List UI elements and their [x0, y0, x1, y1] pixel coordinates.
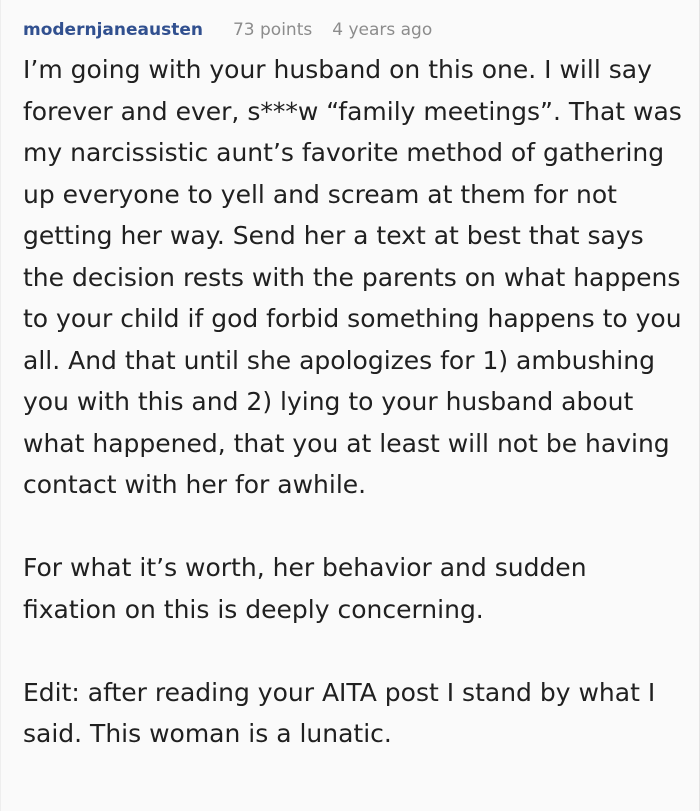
comment-body — [23, 49, 683, 755]
comment-paragraph: I’m going with your husband on this one. I will say forever and ever, s***w “family meetings”. That was my narcissistic aunt’s favorite method of gathering up everyone to yell and scream at them for not getting her way. Send her a text at best that says the decision rests with the parents on what happens to your child if god forbid something happens to you all. And that until she apologizes for 1) ambushing you with this and 2) lying to your husband about what happened, that you at least will not be having contact with her for awhile. — [23, 55, 682, 499]
comment-paragraph: Edit: after reading your AITA post I stand by what I said. This woman is a lunatic. — [23, 677, 656, 748]
comment-meta — [23, 19, 432, 41]
comment-timestamp: 4 years ago — [332, 20, 433, 40]
points-count: 73 points — [232, 20, 313, 40]
author-link[interactable]: modernjaneausten — [23, 20, 203, 40]
comment-paragraph: For what it’s worth, her behavior and sudden fixation on this is deeply concerning. — [23, 553, 587, 624]
